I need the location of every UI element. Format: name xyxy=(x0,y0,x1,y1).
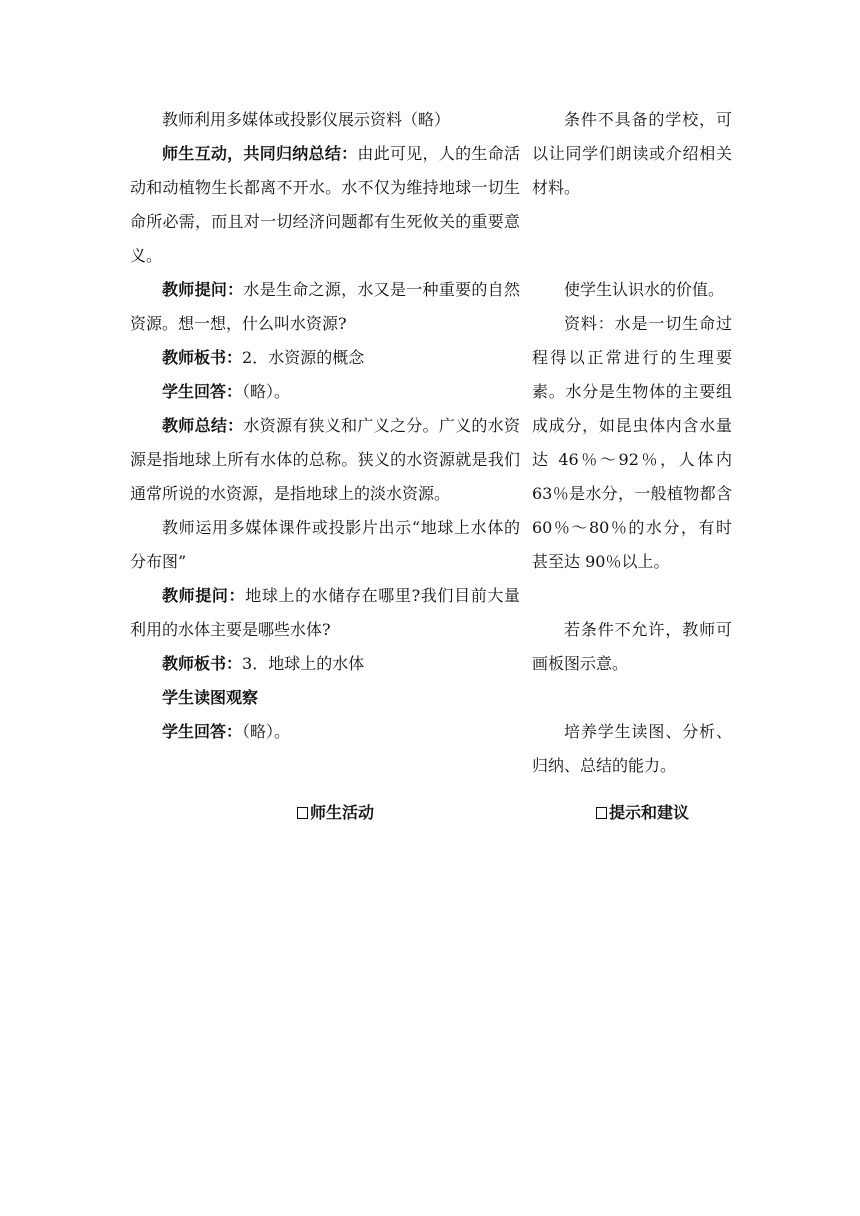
tip-paragraph: 条件不具备的学校，可以让同学们朗读或介绍相关材料。 xyxy=(532,110,732,197)
paragraph: 教师板书：2．水资源的概念 xyxy=(162,348,365,367)
teacher-student-activity-column xyxy=(130,103,520,749)
tip-paragraph: 若条件不允许，教师可画板图示意。 xyxy=(532,620,732,673)
paragraph: 教师利用多媒体或投影仪展示资料（略） xyxy=(162,110,451,129)
paragraph: 学生读图观察 xyxy=(162,688,259,707)
paragraph: 教师运用多媒体课件或投影片出示“地球上水体的分布图” xyxy=(130,518,520,571)
footer-label-activity: 师生活动 xyxy=(297,801,374,825)
tip-paragraph: 使学生认识水的价值。 xyxy=(564,280,725,299)
paragraph: 教师总结：水资源有狭义和广义之分。广义的水资源是指地球上所有水体的总称。狭义的水资源就是我们通常所说的水资源，是指地球上的淡水资源。 xyxy=(130,416,520,503)
paragraph: 学生回答：（略）。 xyxy=(162,382,291,401)
checkbox-square-icon xyxy=(596,807,607,819)
paragraph-lead: 教师板书： xyxy=(162,348,243,367)
paragraph: 教师板书：3．地球上的水体 xyxy=(162,654,365,673)
paragraph-lead: 学生回答： xyxy=(162,722,243,741)
tips-suggestions-column xyxy=(532,103,732,783)
footer-label-tips: 提示和建议 xyxy=(596,801,689,825)
paragraph-lead: 学生回答： xyxy=(162,382,243,401)
tip-paragraph: 培养学生读图、分析、归纳、总结的能力。 xyxy=(532,722,732,775)
paragraph-lead: 教师提问： xyxy=(162,280,244,299)
paragraph-lead: 教师总结： xyxy=(162,416,244,435)
paragraph: 教师提问：地球上的水储存在哪里?我们目前大量利用的水体主要是哪些水体? xyxy=(130,586,520,639)
paragraph: 学生回答：（略）。 xyxy=(162,722,291,741)
paragraph: 师生互动，共同归纳总结：由此可见，人的生命活动和动植物生长都离不开水。水不仅为维持地球一切生命所必需，而且对一切经济问题都有生死攸关的重要意义。 xyxy=(130,144,520,265)
tip-paragraph: 资料：水是一切生命过程得以正常进行的生理要素。水分是生物体的主要组成成分，如昆虫体内含水量达 46％～92％，人体内 63％是水分，一般植物都含 60％～80％的水分，有时甚至达 90％以上。 xyxy=(532,314,732,571)
checkbox-square-icon xyxy=(297,807,308,819)
paragraph-lead: 教师板书： xyxy=(162,654,243,673)
paragraph-lead: 师生互动，共同归纳总结： xyxy=(162,144,358,163)
paragraph-lead: 教师提问： xyxy=(162,586,246,605)
paragraph: 教师提问：水是生命之源，水又是一种重要的自然资源。想一想，什么叫水资源? xyxy=(130,280,520,333)
